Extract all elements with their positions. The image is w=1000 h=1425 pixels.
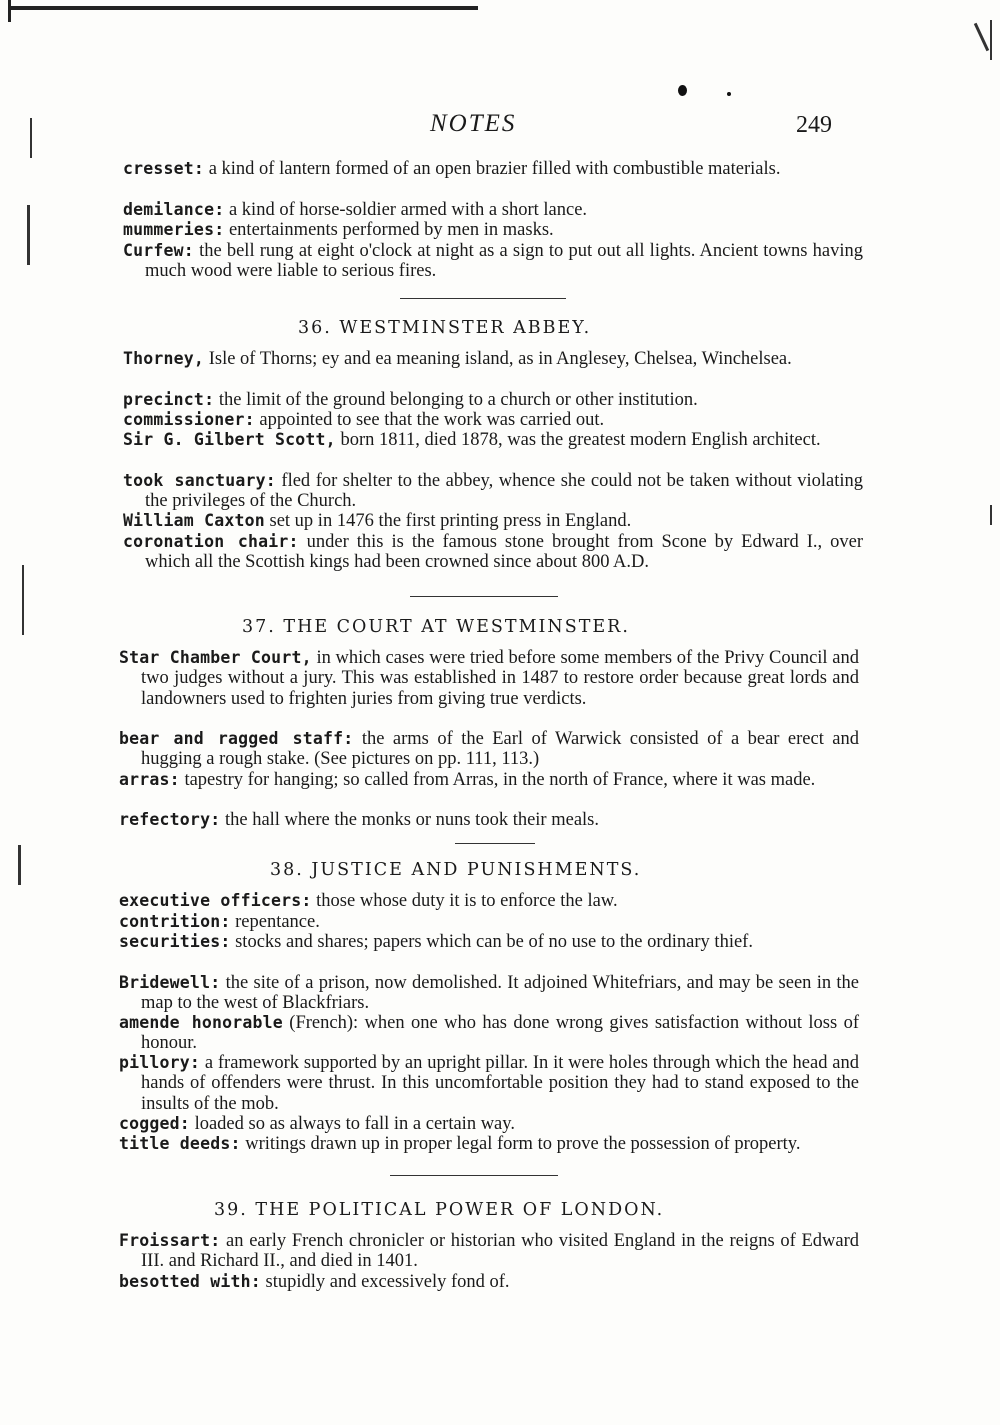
glossary-term: mummeries: xyxy=(123,220,225,239)
glossary-definition: a kind of lantern formed of an open brazier filled with combustible materials. xyxy=(204,159,781,179)
glossary-term: pillory: xyxy=(119,1053,201,1072)
glossary-definition: stocks and shares; papers which can be of no use to the ordinary thief. xyxy=(230,932,753,952)
glossary-term: Thorney, xyxy=(123,349,205,368)
glossary-definition: tapestry for hanging; so called from Arras, in the north of France, where it was made. xyxy=(179,770,816,790)
glossary-entry xyxy=(119,932,859,952)
glossary-definition: a kind of horse-soldier armed with a short lance. xyxy=(224,200,588,220)
glossary-term: refectory: xyxy=(119,810,221,829)
glossary-entry xyxy=(119,1134,859,1154)
glossary-term: cogged: xyxy=(119,1114,190,1133)
glossary-definition: the site of a prison, now demolished. It adjoined Whitefriars, and may be seen in the map to the west of Blackfriars. xyxy=(141,973,859,1014)
section-divider xyxy=(400,298,566,299)
glossary-entry xyxy=(123,390,863,410)
glossary-definition: Isle of Thorns; ey and ea meaning island, as in Anglesey, Chelsea, Winchelsea. xyxy=(204,349,792,369)
glossary-entry xyxy=(119,912,859,932)
glossary-definition: the arms of the Earl of Warwick consisted of a bear erect and hugging a rough stake. (See pictures on pp. 111, 113.) xyxy=(141,729,859,770)
glossary-term: Sir G. Gilbert Scott, xyxy=(123,430,336,449)
scan-mark xyxy=(974,23,989,51)
scan-mark xyxy=(990,505,992,525)
glossary-entry xyxy=(123,159,863,179)
scan-mark xyxy=(18,845,21,885)
section-heading-text: 39. THE POLITICAL POWER OF LONDON. xyxy=(214,1200,665,1220)
glossary-term: title deeds: xyxy=(119,1134,241,1153)
glossary-definition: in which cases were tried before some members of the Privy Council and two judges without a jury. This was established in 1487 to restore order because great lords and landowners used to frighten juries from giving true verdicts. xyxy=(141,648,860,709)
glossary-term: Curfew: xyxy=(123,241,194,260)
glossary-entry xyxy=(119,810,859,830)
glossary-entry xyxy=(123,532,863,573)
glossary-term: precinct: xyxy=(123,390,215,409)
ink-spot xyxy=(727,92,731,96)
page-number: 249 xyxy=(796,112,832,138)
glossary-entry xyxy=(119,1053,859,1114)
glossary-entry xyxy=(123,241,863,282)
glossary-term: demilance: xyxy=(123,200,225,219)
glossary-entry xyxy=(119,770,859,790)
glossary-definition: set up in 1476 the first printing press in England. xyxy=(264,511,632,531)
glossary-entry xyxy=(123,220,863,240)
glossary-term: contrition: xyxy=(119,912,231,931)
glossary-definition: the hall where the monks or nuns took their meals. xyxy=(220,810,599,830)
glossary-definition: repentance. xyxy=(230,912,320,932)
glossary-term: William Caxton xyxy=(123,511,265,530)
glossary-entry xyxy=(123,471,863,512)
running-title: NOTES xyxy=(430,110,517,137)
glossary-definition: an early French chronicler or historian who visited England in the reigns of Edward III. and Richard II., and died in 1401. xyxy=(141,1231,859,1272)
glossary-definition: writings drawn up in proper legal form to prove the possession of property. xyxy=(240,1134,801,1154)
glossary-definition: (French): when one who has done wrong gives satisfaction without loss of honour. xyxy=(141,1013,859,1054)
glossary-entry xyxy=(119,648,859,709)
scan-border-left xyxy=(8,0,11,22)
glossary-definition: the limit of the ground belonging to a church or other institution. xyxy=(214,390,698,410)
glossary-definition: fled for shelter to the abbey, whence she could not be taken without violating the privileges of the Church. xyxy=(145,471,864,512)
glossary-term: bear and ragged staff: xyxy=(119,729,354,748)
glossary-entry xyxy=(119,891,859,911)
glossary-entry xyxy=(119,1013,859,1054)
section-divider xyxy=(455,843,535,844)
glossary-entry xyxy=(119,973,859,1014)
glossary-entry xyxy=(119,729,859,770)
glossary-term: besotted with: xyxy=(119,1272,261,1291)
glossary-entry xyxy=(123,200,863,220)
glossary-term: amende honorable xyxy=(119,1013,283,1032)
glossary-definition: stupidly and excessively fond of. xyxy=(260,1272,510,1292)
glossary-definition: the bell rung at eight o'clock at night as a sign to put out all lights. Ancient towns having much wood were liable to serious fires. xyxy=(145,241,863,282)
glossary-definition: under this is the famous stone brought from Scone by Edward I., over which all the Scottish kings had been crowned since about 800 A.D. xyxy=(145,532,863,573)
glossary-term: coronation chair: xyxy=(123,532,299,551)
ink-spot xyxy=(678,85,687,96)
glossary-definition: entertainments performed by men in masks. xyxy=(224,220,554,240)
glossary-term: Bridewell: xyxy=(119,973,221,992)
glossary-term: Froissart: xyxy=(119,1231,221,1250)
scan-mark xyxy=(27,205,30,265)
section-heading-text: 37. THE COURT AT WESTMINSTER. xyxy=(242,617,630,637)
section-heading-text: 36. WESTMINSTER ABBEY. xyxy=(298,318,592,338)
glossary-entry xyxy=(123,410,863,430)
glossary-term: commissioner: xyxy=(123,410,255,429)
glossary-term: arras: xyxy=(119,770,180,789)
glossary-term: cresset: xyxy=(123,159,205,178)
glossary-entry xyxy=(123,511,863,531)
glossary-definition: a framework supported by an upright pillar. In it were holes through which the head and hands of offenders were thrust. In this uncomfortable position they had to stand exposed to the insults of the mob. xyxy=(141,1053,859,1114)
glossary-term: executive officers: xyxy=(119,891,312,910)
running-head xyxy=(0,110,1000,140)
glossary-definition: those whose duty it is to enforce the law. xyxy=(311,891,618,911)
glossary-entry xyxy=(119,1114,859,1134)
glossary-term: Star Chamber Court, xyxy=(119,648,312,667)
glossary-term: securities: xyxy=(119,932,231,951)
glossary-definition: loaded so as always to fall in a certain way. xyxy=(189,1114,515,1134)
scan-border-top xyxy=(8,6,478,10)
scan-mark xyxy=(990,20,992,60)
glossary-term: took sanctuary: xyxy=(123,471,276,490)
glossary-definition: born 1811, died 1878, was the greatest modern English architect. xyxy=(335,430,821,450)
section-divider xyxy=(390,1175,558,1176)
section-divider xyxy=(410,596,558,597)
glossary-entry xyxy=(123,430,863,450)
glossary-entry xyxy=(119,1272,859,1292)
scan-mark xyxy=(22,565,24,635)
section-heading-text: 38. JUSTICE AND PUNISHMENTS. xyxy=(270,860,642,880)
glossary-entry xyxy=(123,349,863,369)
glossary-entry xyxy=(119,1231,859,1272)
glossary-definition: appointed to see that the work was carried out. xyxy=(254,410,605,430)
